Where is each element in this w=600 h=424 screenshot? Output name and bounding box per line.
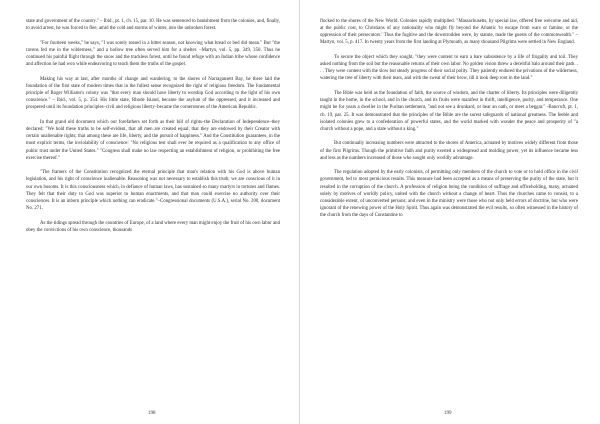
- paragraph: In that grand old document which our forefathers set forth as their bill of rights–the Declaration of Independence–they declared: "We hold these truths to be self-evident, that all men are created equal; that they are endowed by their Creator with certain unalienable rights; that among these are life, liberty, and the pursuit of happiness." And the Constitution guarantees, in the most explicit terms, the inviolability of conscience: "No religious test shall ever be required as a qualification to any office of public trust under the United States." "Congress shall make no law respecting an establishment of religion, or prohibiting the free exercise thereof.": [26, 119, 280, 161]
- left-page-text: [26, 18, 280, 241]
- paragraph: Making his way at last, after months of change and wandering, to the shores of Narragansett Bay, he there laid the foundation of the first state of modern times that in the fullest sense recognized the right of religious freedom. The fundamental principle of Roger Williams's colony was "that every man should have liberty to worship God according to the light of his own conscience." – Ibid., vol. 5, p. 354. His little state, Rhode Island, became the asylum of the oppressed, and it increased and prospered until its foundation principles–civil and religious liberty–became the cornerstones of the American Republic.: [26, 76, 280, 111]
- right-page: [300, 0, 600, 424]
- paragraph: "For fourteen weeks," he says, "I was sorely tossed in a bitter season, not knowing what bread or bed did mean." But "the ravens fed me in the wilderness," and a hollow tree often served him for a shelter. –Martyn, vol. 5, pp. 349, 350. Thus he continued his painful flight through the snow and the trackless forest, until he found refuge with an Indian tribe whose confidence and affection he had won while endeavoring to teach them the truths of the gospel.: [26, 40, 280, 68]
- paragraph: To secure the object which they sought, "they were content to earn a bare subsistence by a life of frugality and toil. They asked nothing from the soil but the reasonable returns of their own labor. No golden vision threw a deceitful halo around their path. . . . They were content with the slow but steady progress of their social polity. They patiently endured the privations of the wilderness, watering the tree of liberty with their tears, and with the sweat of their brow, till it took deep root in the land.": [320, 55, 578, 82]
- page-number: 198: [148, 411, 156, 416]
- paragraph: flocked to the shores of the New World. Colonies rapidly multiplied. "Massachusetts, by special law, offered free welcome and aid, at the public cost, to Christians of any nationality who might fly beyond the Atlantic 'to escape from wars or famine, or the oppression of their persecutors.' Thus the fugitive and the downtrodden were, by statute, made the guests of the commonwealth." –Martyn, vol. 5, p. 417. In twenty years from the first landing at Plymouth, as many thousand Pilgrims were settled in New England.: [320, 19, 578, 46]
- right-page-text: [320, 18, 578, 227]
- paragraph: The regulation adopted by the early colonists, of permitting only members of the church to vote or to hold office in the civil government, led to most pernicious results. This measure had been accepted as a means of preserving the purity of the state, but it resulted in the corruption of the church. A profession of religion being the condition of suffrage and officeholding, many, actuated solely by motives of worldly policy, united with the church without a change of heart. Thus the churches came to consist, to a considerable extent, of unconverted persons; and even in the ministry were those who not only held errors of doctrine, but who were ignorant of the renewing power of the Holy Spirit. Thus again was demonstrated the evil results, so often witnessed in the history of the church from the days of Constantine to: [320, 170, 578, 219]
- paragraph: state and government of the country." – Ibid., pt. 1, ch. 15, par. 10. He was sentenced to banishment from the colonies, and, finally, to avoid arrest, he was forced to flee, amid the cold and storms of winter, into the unbroken forest.: [26, 19, 280, 32]
- paragraph: "The framers of the Constitution recognized the eternal principle that man's relation with his God is above human legislation, and his right of conscience inalienable. Reasoning was not necessary to establish this truth; we are conscious of it in our own bosoms. It is this consciousness which, in defiance of human laws, has sustained so many martyrs in tortures and flames. They felt that their duty to God was superior to human enactments, and that man could exercise no authority over their consciences. It is an inborn principle which nothing can eradicate."–Congressional documents (U.S.A.), serial No. 200, document No. 271.: [26, 170, 280, 211]
- paragraph: The Bible was held as the foundation of faith, the source of wisdom, and the charter of liberty. Its principles were diligently taught in the home, in the school, and in the church, and its fruits were manifest in thrift, intelligence, purity, and temperance. One might be for years a dweller in the Puritan settlement, "and not see a drunkard, or hear an oath, or meet a beggar." -Bancroft, pt. 1, ch. 19, par. 25. It was demonstrated that the principles of the Bible are the surest safeguards of national greatness. The feeble and isolated colonies grew to a confederation of powerful states, and the world marked with wonder the peace and prosperity of "a church without a pope, and a state without a king.": [320, 91, 578, 132]
- paragraph: But continually increasing numbers were attracted to the shores of America, actuated by motives widely different from those of the first Pilgrims. Though the primitive faith and purity exerted a widespread and molding power, yet its influence became less and less as the numbers increased of those who sought only worldly advantage.: [320, 141, 578, 161]
- paragraph: As the tidings spread through the countries of Europe, of a land where every man might enjoy the fruit of his own labor and obey the convictions of his own conscience, thousands: [26, 220, 280, 233]
- page-number: 199: [444, 411, 452, 416]
